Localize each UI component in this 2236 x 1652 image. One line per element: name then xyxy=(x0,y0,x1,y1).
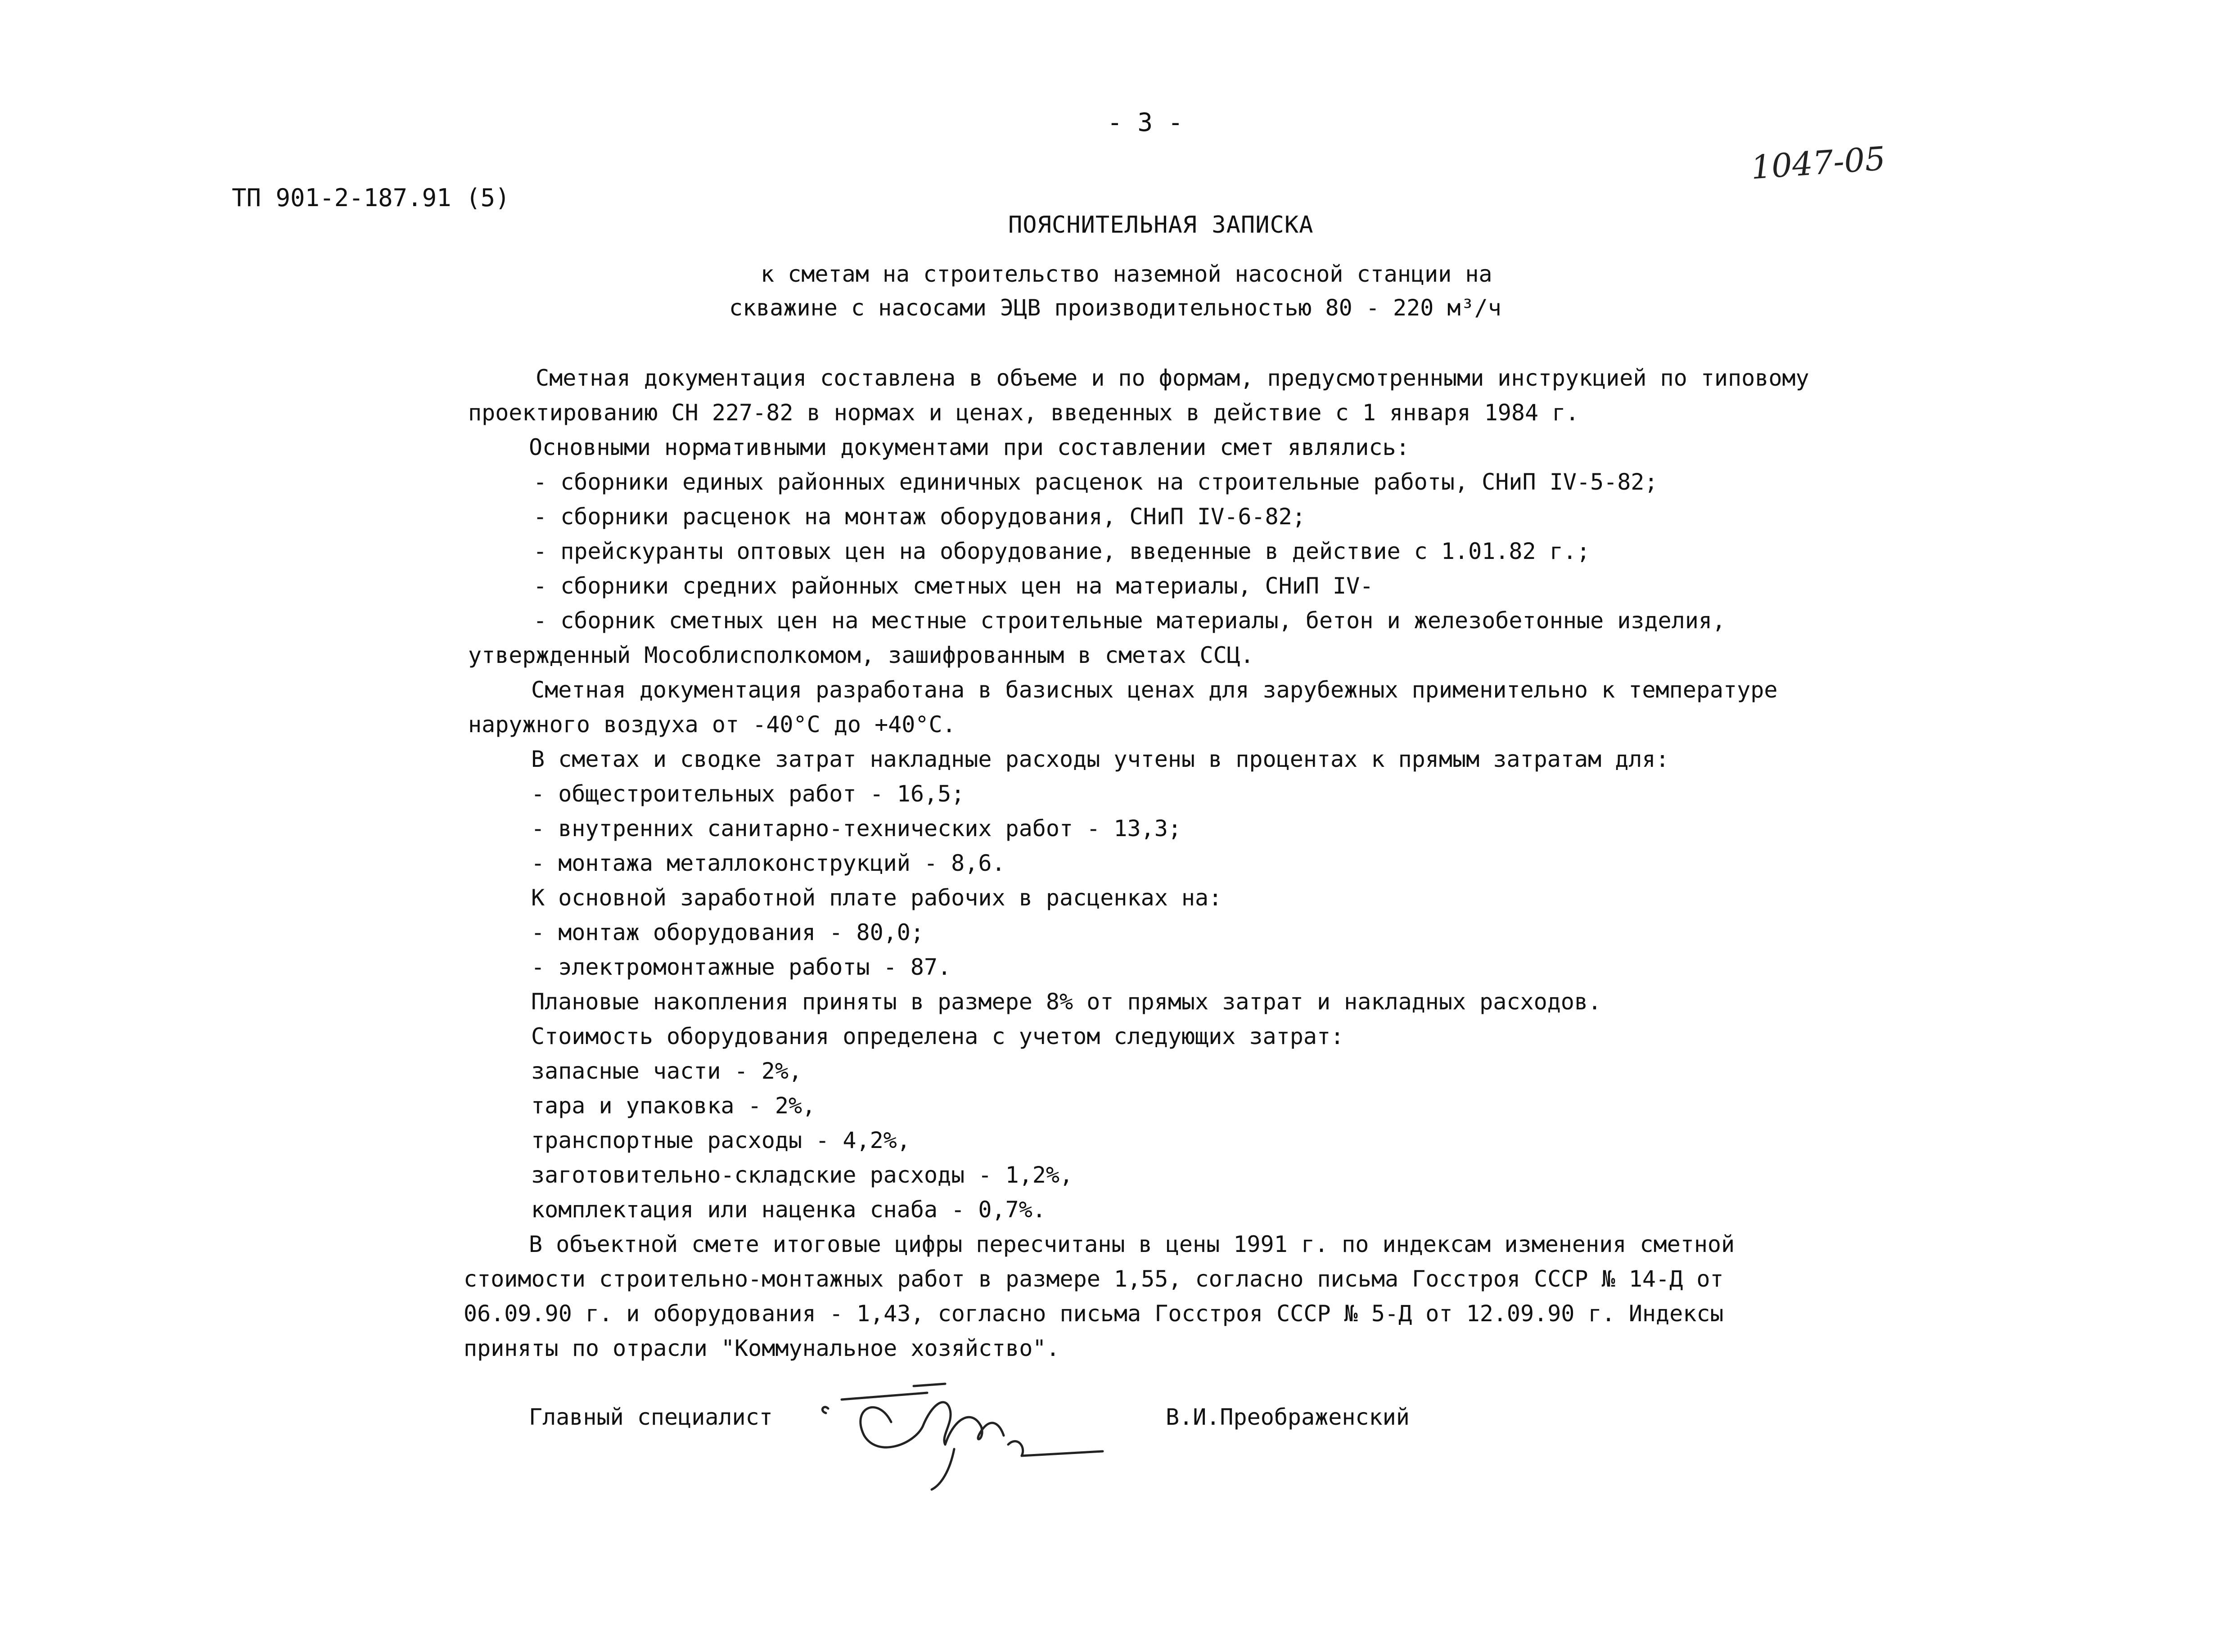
body-line: - общестроительных работ - 16,5; xyxy=(531,781,965,807)
body-line: приняты по отрасли "Коммунальное хозяйство". xyxy=(464,1335,1060,1361)
body-line: Сметная документация разработана в базисных ценах для зарубежных применительно к температуре xyxy=(531,677,1778,703)
body-line: Сметная документация составлена в объеме и по формам, предусмотренными инструкцией по типовому xyxy=(536,365,1809,391)
signature-title: Главный специалист xyxy=(529,1404,773,1430)
body-line: - монтаж оборудования - 80,0; xyxy=(531,919,924,945)
page-number: - 3 - xyxy=(1107,108,1183,137)
body-line: - прейскуранты оптовых цен на оборудование, введенные в действие с 1.01.82 г.; xyxy=(533,538,1590,564)
subtitle-line-2: скважине с насосами ЭЦВ производительностью 80 - 220 м³/ч xyxy=(729,295,1501,321)
body-line: - электромонтажные работы - 87. xyxy=(531,954,951,980)
body-line: тара и упаковка - 2%, xyxy=(531,1093,816,1119)
body-line: запасные части - 2%, xyxy=(531,1058,802,1084)
body-line: утвержденный Мособлисполкомом, зашифрованным в сметах ССЦ. xyxy=(468,642,1254,668)
signatory-name: В.И.Преображенский xyxy=(1166,1404,1410,1430)
body-line: проектированию СН 227-82 в нормах и ценах, введенных в действие с 1 января 1984 г. xyxy=(468,400,1579,426)
body-line: Плановые накопления приняты в размере 8% от прямых затрат и накладных расходов. xyxy=(531,989,1602,1015)
body-line: комплектация или наценка снаба - 0,7%. xyxy=(531,1197,1046,1223)
body-line: К основной заработной плате рабочих в расценках на: xyxy=(531,885,1222,911)
document-code: ТП 901-2-187.91 (5) xyxy=(232,184,510,212)
page-title: ПОЯСНИТЕЛЬНАЯ ЗАПИСКА xyxy=(1008,212,1314,239)
body-line: транспортные расходы - 4,2%, xyxy=(531,1127,911,1153)
body-line: - сборники средних районных сметных цен на материалы, СНиП IV- xyxy=(533,573,1374,599)
body-line: В сметах и сводке затрат накладные расходы учтены в процентах к прямым затратам для: xyxy=(531,746,1669,772)
body-line: наружного воздуха от -40°С до +40°С. xyxy=(468,711,956,738)
body-line: стоимости строительно-монтажных работ в размере 1,55, согласно письма Госстроя СССР № 14-Д от xyxy=(464,1266,1724,1292)
body-line: - сборник сметных цен на местные строительные материалы, бетон и железобетонные изделия, xyxy=(533,608,1726,634)
body-line: 06.09.90 г. и оборудования - 1,43, согласно письма Госстроя СССР № 5-Д от 12.09.90 г. Индексы xyxy=(464,1301,1724,1327)
body-line: - сборники расценок на монтаж оборудования, СНиП IV-6-82; xyxy=(533,504,1306,530)
body-line: - монтажа металлоконструкций - 8,6. xyxy=(531,850,1005,876)
body-line: Стоимость оборудования определена с учетом следующих затрат: xyxy=(531,1023,1344,1049)
handwritten-signature xyxy=(810,1368,1125,1503)
body-line: Основными нормативными документами при составлении смет являлись: xyxy=(529,434,1410,460)
handwritten-code: 1047-05 xyxy=(1749,139,1887,187)
body-line: заготовительно-складские расходы - 1,2%, xyxy=(531,1162,1073,1188)
subtitle-line-1: к сметам на строительство наземной насосной станции на xyxy=(761,261,1492,287)
body-line: В объектной смете итоговые цифры пересчитаны в цены 1991 г. по индексам изменения сметной xyxy=(529,1231,1735,1257)
body-line: - внутренних санитарно-технических работ - 13,3; xyxy=(531,815,1181,842)
body-line: - сборники единых районных единичных расценок на строительные работы, СНиП IV-5-82; xyxy=(533,469,1658,495)
